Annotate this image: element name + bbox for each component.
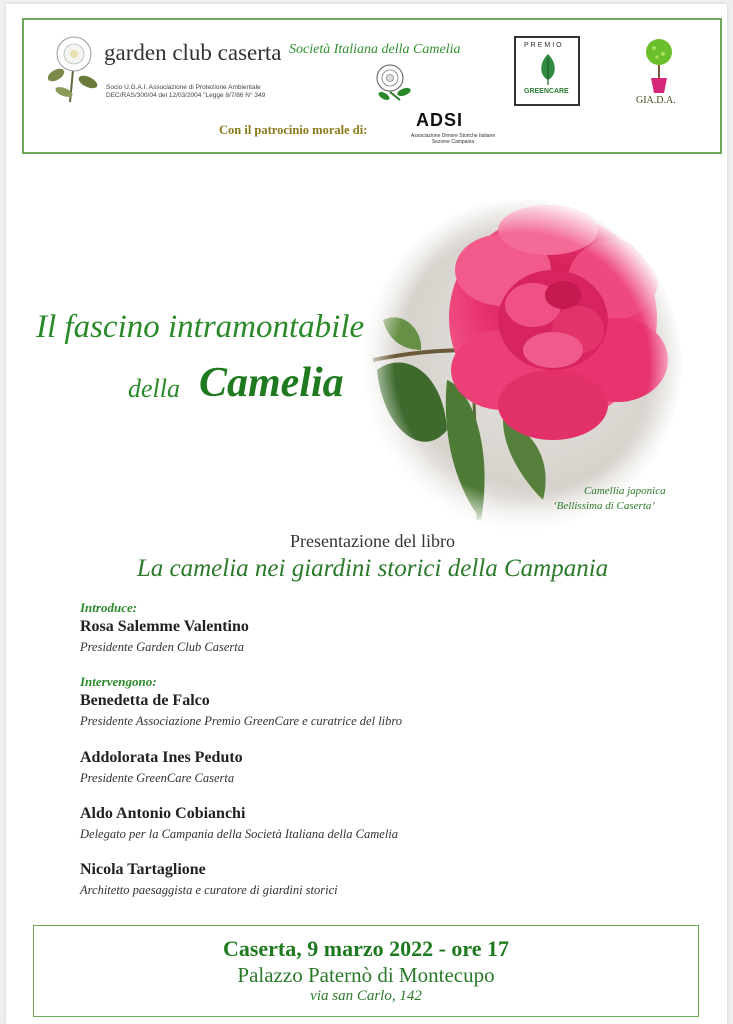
photo-caption-species: Camellia japonica [584, 485, 666, 497]
event-venue: Palazzo Paternò di Montecupo [237, 963, 495, 987]
speaker-name: Aldo Antonio Cobianchi [80, 805, 246, 822]
speaker-role: Delegato per la Campania della Società Italiana della Camelia [80, 827, 399, 841]
flyer-page [6, 4, 727, 1024]
intervengono-label: Intervengono: [80, 674, 157, 689]
speaker-name: Benedetta de Falco [80, 692, 210, 709]
garden-club-name: garden club caserta [104, 40, 282, 65]
adsi-subtitle: Associazione Dimore Storiche Italiane Sezione Campania [410, 133, 496, 145]
event-title-camelia: Camelia [199, 360, 344, 406]
giada-name: GIA.D.A. [636, 95, 676, 106]
event-address: via san Carlo, 142 [310, 988, 422, 1004]
event-date-time: Caserta, 9 marzo 2022 - ore 17 [222, 936, 510, 961]
camellia-photo [363, 200, 681, 530]
event-title-line1: Il fascino intramontabile [36, 309, 365, 345]
photo-caption-variety: ‘Bellissima di Caserta’ [553, 500, 656, 512]
introduce-name: Rosa Salemme Valentino [80, 618, 249, 635]
introduce-label: Introduce: [80, 600, 138, 615]
premio-label: PREMIO [524, 42, 564, 49]
societa-camelia-name: Società Italiana della Camelia [289, 42, 461, 57]
speaker-name: Addolorata Ines Peduto [80, 749, 243, 766]
book-title: La camelia nei giardini storici della Campania [136, 555, 609, 582]
header-logos-box [22, 18, 722, 154]
greencare-label: GREENCARE [524, 88, 569, 95]
introduce-role: Presidente Garden Club Caserta [80, 640, 244, 654]
leaf-icon [538, 52, 558, 86]
event-details-box [33, 925, 699, 1017]
topiary-tree-icon [642, 38, 676, 96]
speaker-role: Presidente Associazione Premio GreenCare e curatrice del libro [80, 714, 403, 728]
camelia-flower-logo-icon [370, 62, 416, 104]
speaker-name: Nicola Tartaglione [80, 861, 206, 878]
presentation-label: Presentazione del libro [290, 531, 455, 551]
patrocinio-label: Con il patrocinio morale di: [219, 123, 368, 137]
speaker-role: Architetto paesaggista e curatore di giardini storici [80, 883, 338, 897]
camellia-flower-image [363, 200, 681, 530]
camellia-illustration-icon [46, 30, 100, 104]
adsi-logo-text: ADSI [416, 110, 464, 130]
speaker-role: Presidente GreenCare Caserta [80, 771, 235, 785]
event-title-della: della [128, 374, 180, 403]
garden-club-description: Socio U.G.A.I. Associazione di Protezione Ambientale DEC/RAS/300/04 del 12/03/2004 "Legge 8/7/86 N° 349 [106, 84, 266, 99]
